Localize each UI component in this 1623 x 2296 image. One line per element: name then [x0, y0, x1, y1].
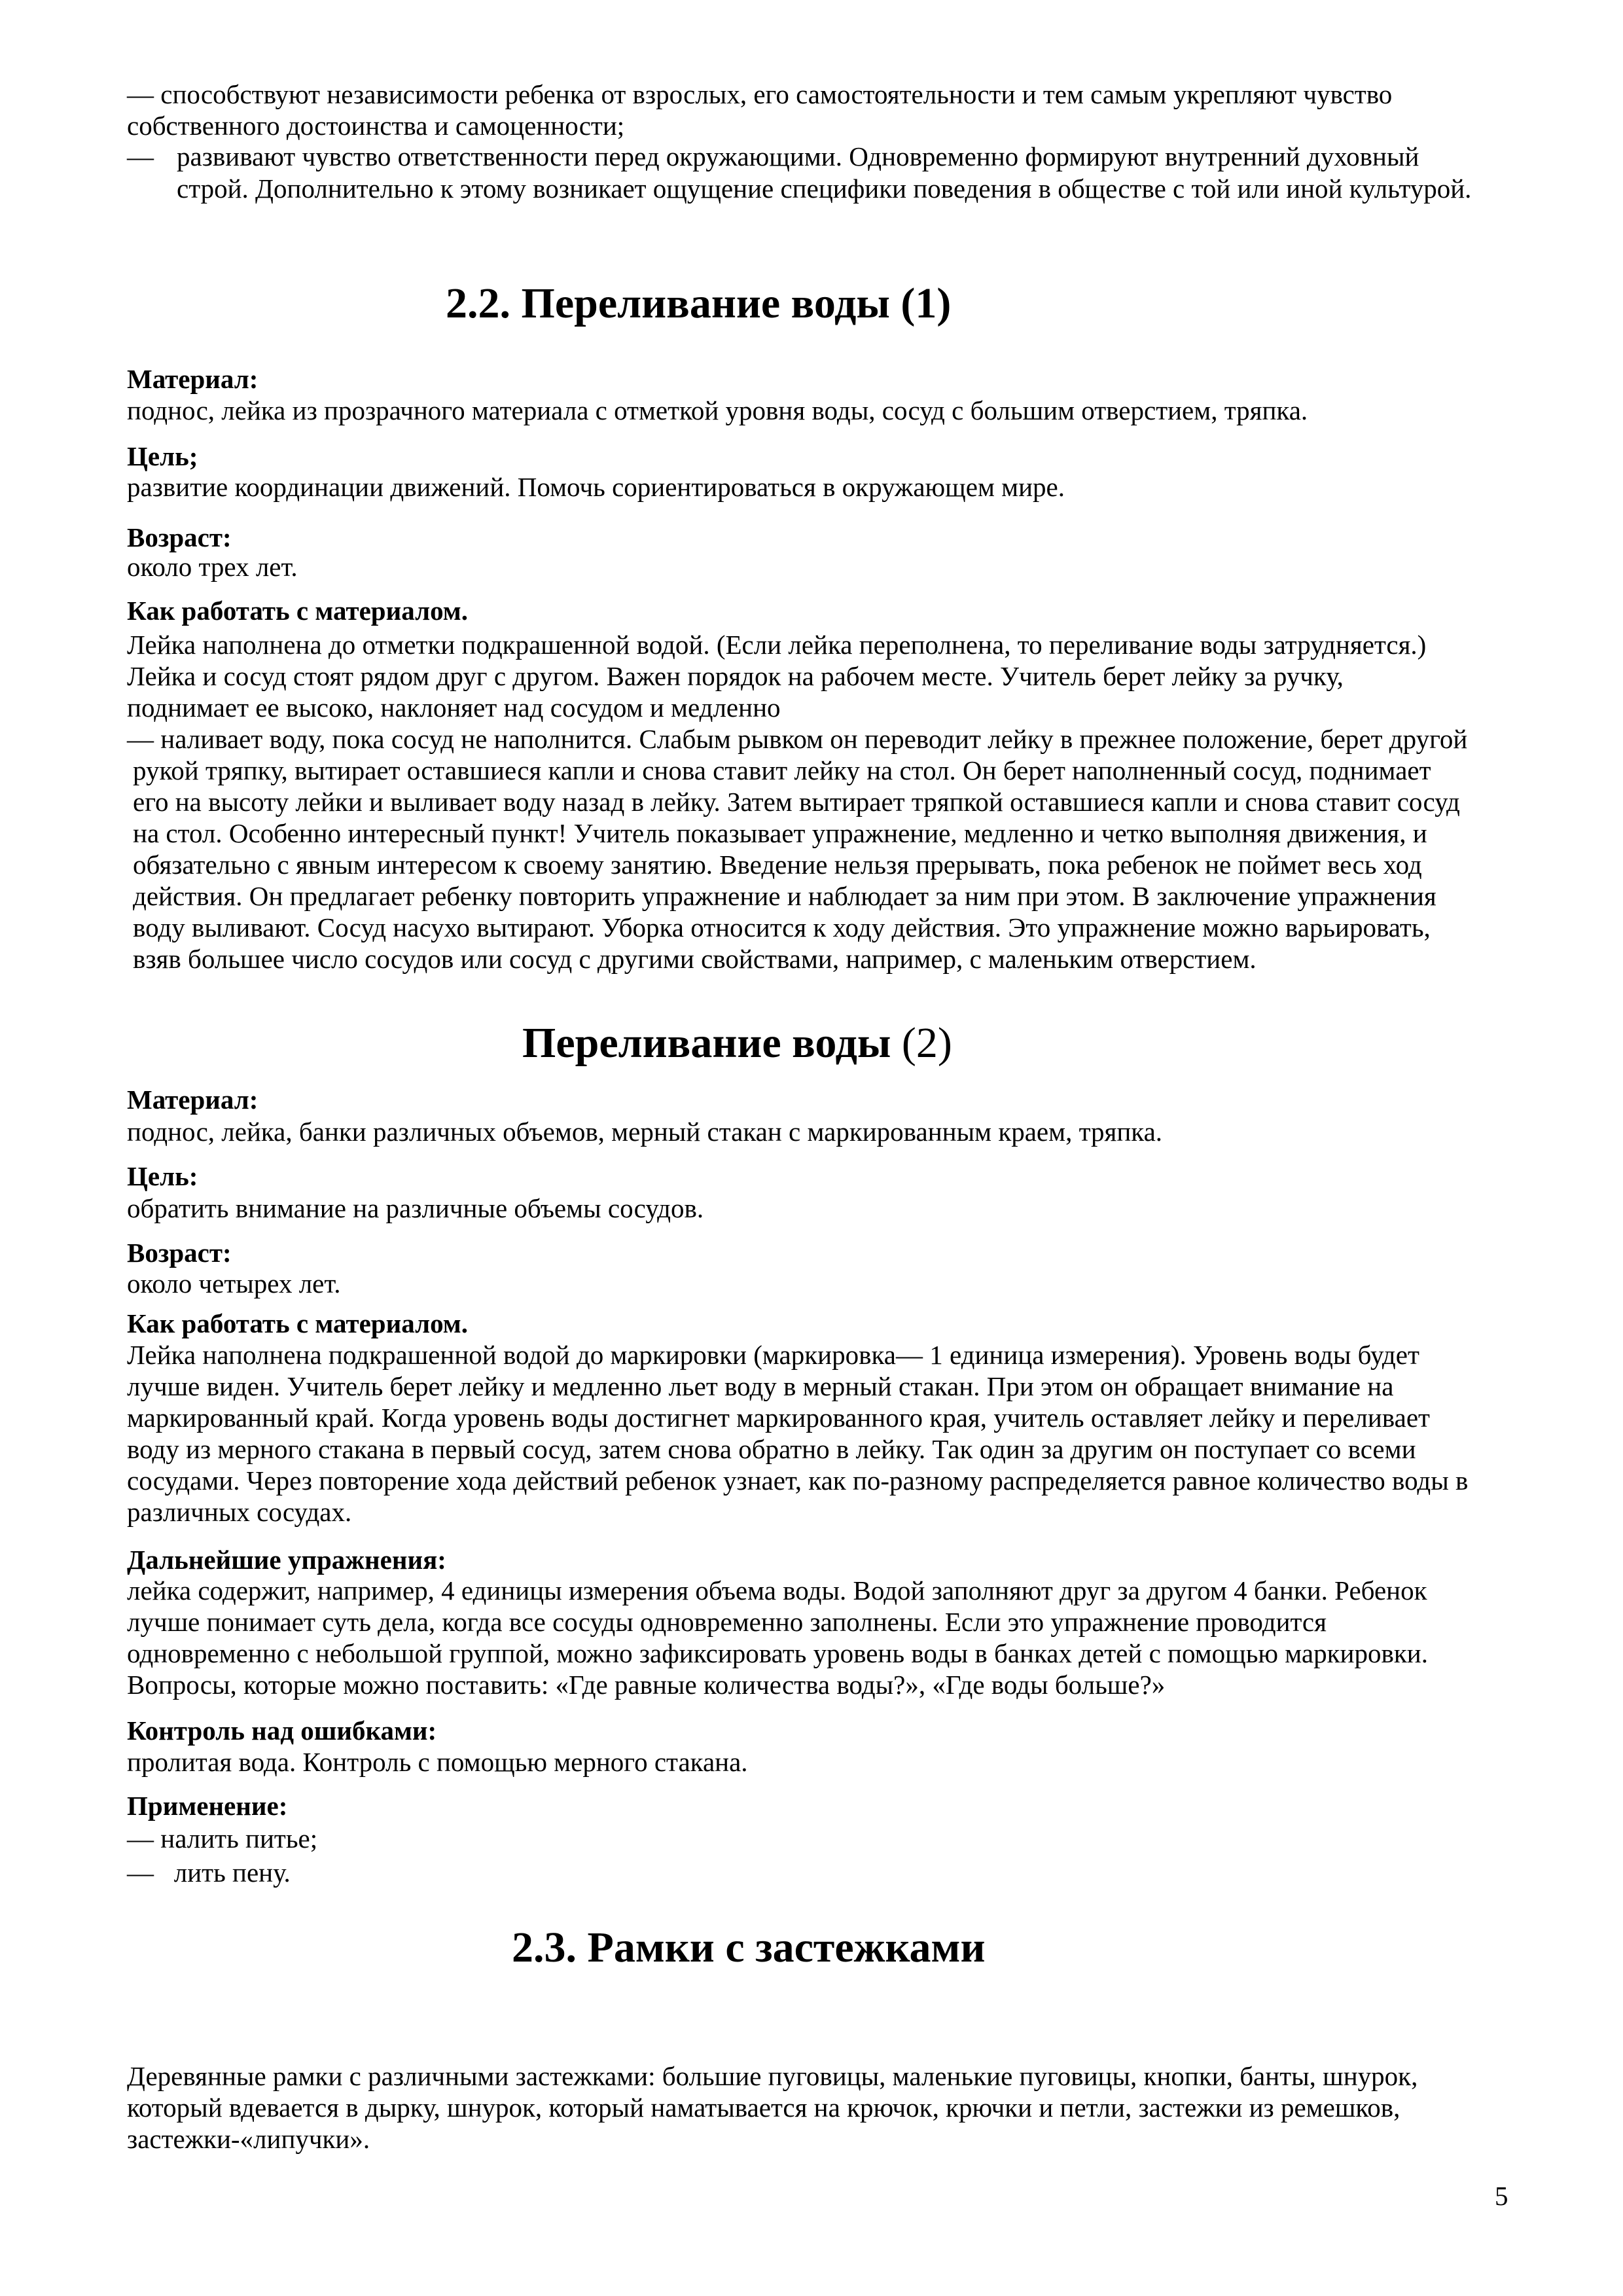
section-heading: 2.3. Рамки с застежками	[512, 1924, 986, 1971]
material-text: поднос, лейка, банки различных объемов, мерный стакан с маркированным краем, тряпка.	[127, 1117, 1163, 1147]
control-label: Контроль над ошибками:	[127, 1715, 437, 1746]
control-text: пролитая вода. Контроль с помощью мерного стакана.	[127, 1747, 748, 1777]
body-line: Деревянные рамки с различными застежками: большие пуговицы, маленькие пуговицы, кнопки, банты, шнурок,	[127, 2061, 1418, 2091]
further-line: лейка содержит, например, 4 единицы измерения объема воды. Водой заполняют друг за другом 4 банки. Ребенок	[127, 1575, 1427, 1605]
intro-line: собственного достоинства и самоценности;	[127, 111, 625, 141]
howto-line: воду выливают. Сосуд насухо вытирают. Уборка относится к ходу действия. Это упражнение можно варьировать,	[133, 912, 1431, 942]
age-text: около трех лет.	[127, 552, 298, 582]
howto-line: рукой тряпку, вытирает оставшиеся капли и снова ставит лейку на стол. Он берет наполненный сосуд, поднимает	[133, 755, 1431, 785]
age-label: Возраст:	[127, 1238, 232, 1268]
material-label: Материал:	[127, 1085, 259, 1115]
heading-number: (2)	[901, 1019, 952, 1067]
goal-text: обратить внимание на различные объемы сосудов.	[127, 1193, 704, 1223]
intro-line: — способствуют независимости ребенка от взрослых, его самостоятельности и тем самым укрепляют чувство	[127, 79, 1393, 109]
bullet-dash: —	[127, 141, 154, 171]
howto-line: воду из мерного стакана в первый сосуд, затем снова обратно в лейку. Так один за другим он поступает со всеми	[127, 1434, 1416, 1464]
age-text: около четырех лет.	[127, 1268, 341, 1299]
howto-label: Как работать с материалом.	[127, 596, 468, 626]
material-label: Материал:	[127, 364, 259, 394]
usage-label: Применение:	[127, 1791, 288, 1821]
further-label: Дальнейшие упражнения:	[127, 1545, 446, 1575]
goal-label: Цель;	[127, 441, 198, 471]
body-line: который вдевается в дырку, шнурок, который наматывается на крючок, крючки и петли, застежки из ремешков,	[127, 2092, 1400, 2123]
section-heading: 2.2. Переливание воды (1)	[446, 279, 952, 327]
howto-label: Как работать с материалом.	[127, 1308, 468, 1338]
howto-line: Лейка и сосуд стоят рядом друг с другом. Важен порядок на рабочем месте. Учитель берет лейку за ручку,	[127, 661, 1344, 691]
goal-text: развитие координации движений. Помочь сориентироваться в окружающем мире.	[127, 472, 1065, 502]
page-number: 5	[1495, 2181, 1508, 2211]
material-text: поднос, лейка из прозрачного материала с отметкой уровня воды, сосуд с большим отверстием, тряпка.	[127, 395, 1308, 425]
howto-line: — наливает воду, пока сосуд не наполнится. Слабым рывком он переводит лейку в прежнее положение, берет другой	[127, 724, 1468, 754]
section-heading	[522, 1018, 952, 1068]
howto-line: его на высоту лейки и выливает воду назад в лейку. Затем вытирает тряпкой оставшиеся капли и снова ставит сосуд	[133, 787, 1460, 817]
howto-line: действия. Он предлагает ребенку повторить упражнение и наблюдает за ним при этом. В заключение упражнения	[133, 881, 1436, 911]
body-line: застежки-«липучки».	[127, 2124, 370, 2154]
age-label: Возраст:	[127, 522, 232, 552]
intro-line: развивают чувство ответственности перед окружающими. Одновременно формируют внутренний духовный	[177, 141, 1419, 171]
howto-line: взяв большее число сосудов или сосуд с другими свойствами, например, с маленьким отверстием.	[133, 944, 1257, 974]
howto-line: лучше виден. Учитель берет лейку и медленно льет воду в мерный стакан. При этом он обращает внимание на	[127, 1371, 1394, 1401]
further-line: Вопросы, которые можно поставить: «Где равные количества воды?», «Где воды больше?»	[127, 1670, 1166, 1700]
howto-line: на стол. Особенно интересный пункт! Учитель показывает упражнение, медленно и четко выполняя движения, и	[133, 818, 1427, 848]
howto-line: Лейка наполнена подкрашенной водой до маркировки (маркировка— 1 единица измерения). Уровень воды будет	[127, 1340, 1419, 1370]
usage-item: — налить питье;	[127, 1823, 318, 1854]
usage-item: — лить пену.	[127, 1857, 291, 1888]
howto-line: обязательно с явным интересом к своему занятию. Введение нельзя прерывать, пока ребенок не поймет весь ход	[133, 850, 1422, 880]
further-line: лучше понимает суть дела, когда все сосуды одновременно заполнены. Если это упражнение проводится	[127, 1607, 1327, 1637]
howto-line: Лейка наполнена до отметки подкрашенной водой. (Если лейка переполнена, то переливание воды затрудняется.)	[127, 630, 1427, 660]
goal-label: Цель:	[127, 1161, 198, 1191]
howto-line: различных сосудах.	[127, 1497, 352, 1527]
howto-line: поднимает ее высоко, наклоняет над сосудом и медленно	[127, 692, 781, 723]
howto-line: маркированный край. Когда уровень воды достигнет маркированного края, учитель оставляет лейку и переливает	[127, 1403, 1430, 1433]
intro-line: строй. Дополнительно к этому возникает ощущение специфики поведения в обществе с той или иной культурой.	[177, 173, 1472, 204]
further-line: одновременно с небольшой группой, можно зафиксировать уровень воды в банках детей с помощью маркировки.	[127, 1638, 1428, 1668]
howto-line: сосудами. Через повторение хода действий ребенок узнает, как по-разному распределяется равное количество воды в	[127, 1465, 1469, 1496]
heading-main: Переливание воды	[522, 1019, 891, 1067]
